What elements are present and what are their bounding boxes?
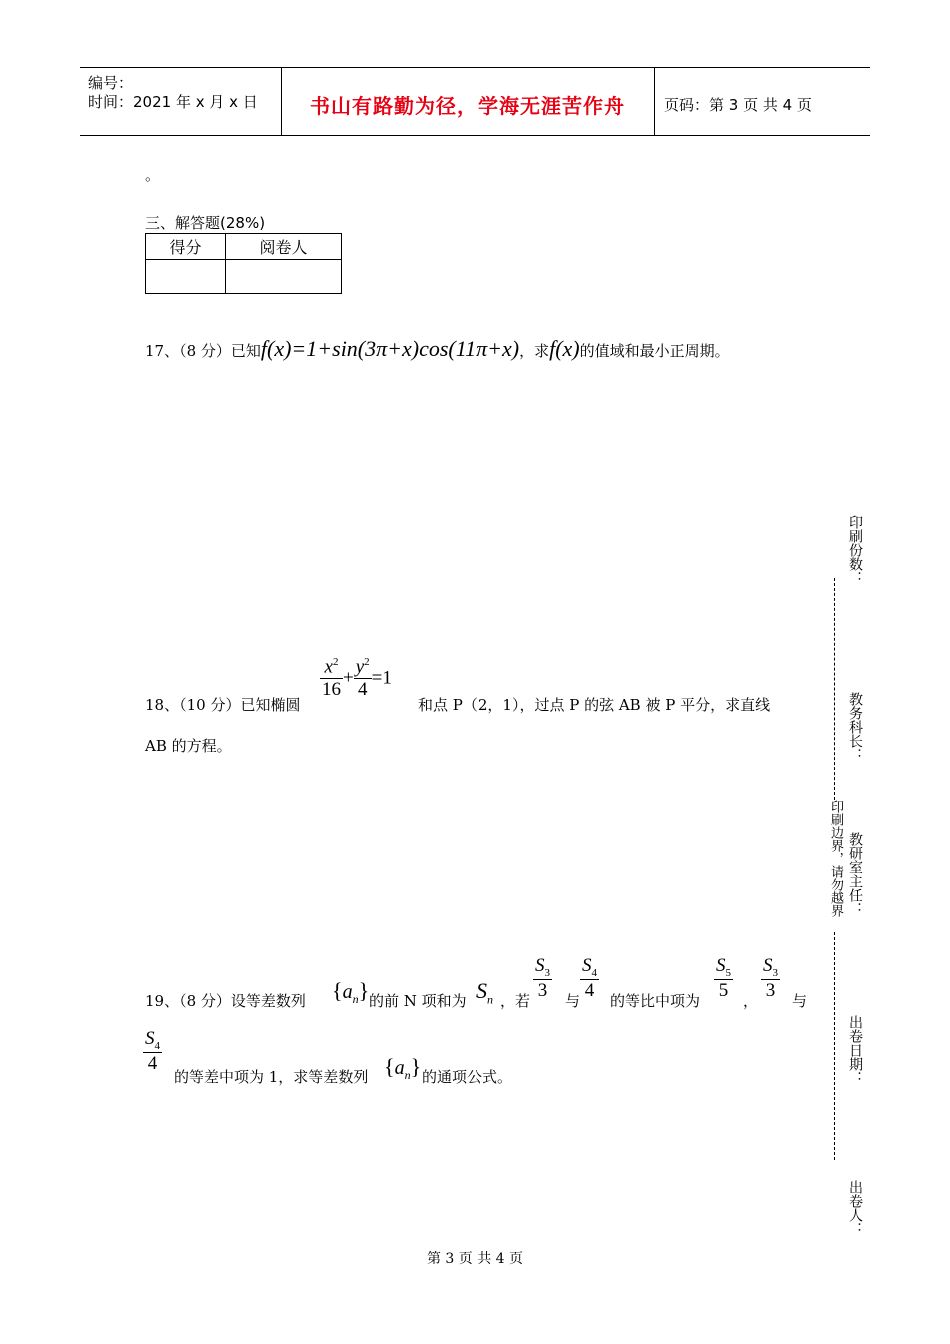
q18-line2: AB 的方程。 (145, 737, 232, 755)
q19-an-2: $\{a_n\}$ (384, 1054, 422, 1082)
grader-cell[interactable] (226, 260, 342, 294)
q19-t8: 的通项公式。 (422, 1068, 513, 1086)
q19-t3: 与 (565, 992, 581, 1010)
q19-t7: 的等差中项为 1，求等差数列 (174, 1068, 369, 1086)
side-boundary-line-top (834, 578, 835, 800)
q18-suffix: 和点 P（2，1），过点 P 的弦 AB 被 P 平分，求直线 (418, 696, 771, 714)
header-motto: 书山有路勤为径，学海无涯苦作舟 (310, 94, 625, 118)
q19-frac-s4-a: $\frac{S_4}{4}$ (582, 955, 597, 1001)
q19-frac-s4-b: $\frac{S_4}{4}$ (145, 1028, 160, 1074)
q19-t2: ，若 (500, 992, 531, 1010)
q19-t1: 的前 N 项和为 (369, 992, 467, 1010)
side-director: 教研室主任： (847, 832, 863, 916)
q19-frac-s3-a: $\frac{S_3}{3}$ (535, 955, 550, 1001)
score-cell[interactable] (146, 260, 226, 294)
header-top-rule (80, 67, 870, 68)
header-time-label: 时间：2021 年 x 月 x 日 (88, 93, 258, 111)
side-print-copies: 印刷份数： (847, 515, 863, 585)
q17-formula: f(x)=1+sin(3π+x)cos(11π+x) (260, 336, 520, 361)
q19-t5: ， (743, 992, 759, 1010)
q17-suffix: 的值域和最小正周期。 (579, 342, 730, 360)
q19-sn: $S_n$ (476, 978, 493, 1007)
q18-prefix: 18、（10 分）已知椭圆 (145, 696, 301, 714)
question-17 (145, 336, 730, 362)
grader-header: 阅卷人 (226, 234, 342, 260)
side-dept-head: 教务科长： (847, 692, 863, 762)
q18-ellipse-equation: $\frac{x^2}{16}$ + $\frac{y^2}{4}$ =1 (322, 656, 392, 701)
score-header: 得分 (146, 234, 226, 260)
header-page-label: 页码：第 3 页 共 4 页 (664, 96, 812, 114)
header-divider-right (654, 67, 655, 135)
leading-mark: 。 (145, 166, 161, 184)
footer-page-number: 第 3 页 共 4 页 (426, 1251, 524, 1267)
q17-mid: ，求 (519, 342, 550, 360)
q19-an-1: $\{a_n\}$ (332, 978, 370, 1006)
side-boundary-line-bottom (834, 932, 835, 1160)
side-issue-date: 出卷日期： (847, 1015, 863, 1085)
q17-prefix: 17、（8 分）已知 (145, 342, 261, 360)
section-title: 三、解答题(28%) (145, 214, 266, 232)
q19-prefix: 19、（8 分）设等差数列 (145, 992, 306, 1010)
side-boundary-note: 印刷边界，请勿越界 (828, 800, 843, 917)
side-author: 出卷人： (847, 1180, 863, 1236)
q19-t6: 与 (792, 992, 808, 1010)
score-table (145, 233, 342, 294)
q19-frac-s5: $\frac{S_5}{5}$ (716, 955, 731, 1001)
q19-t4: 的等比中项为 (610, 992, 701, 1010)
q17-f: f(x) (549, 336, 580, 361)
header-bottom-rule (80, 135, 870, 136)
q19-frac-s3-b: $\frac{S_3}{3}$ (763, 955, 778, 1001)
header-code-label: 编号： (88, 74, 134, 92)
